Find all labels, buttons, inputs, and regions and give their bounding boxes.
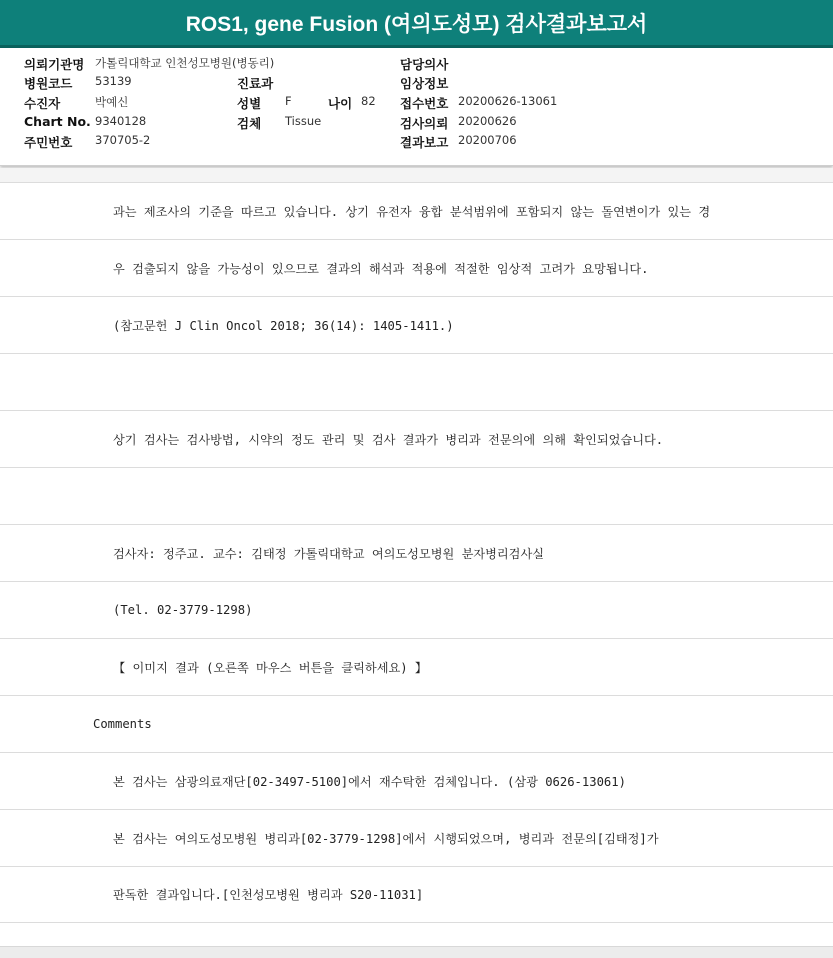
age-label: 나이 xyxy=(328,96,353,111)
age-value: 82 xyxy=(361,94,376,108)
result-line xyxy=(0,239,833,296)
report-date-value: 20200706 xyxy=(458,133,517,147)
result-line-text: 과는 제조사의 기준을 따르고 있습니다. 상기 유전자 융합 분석범위에 포함되지 않는 돌연변이가 있는 경 xyxy=(113,204,711,219)
report-title: ROS1, gene Fusion (여의도성모) 검사결과보고서 xyxy=(185,12,648,36)
bottom-scroll-edge xyxy=(0,946,833,958)
image-result-text[interactable]: 【 이미지 결과 (오른쪽 마우스 버튼을 클릭하세요) 】 xyxy=(113,660,428,675)
result-line xyxy=(0,524,833,581)
report-title-bar xyxy=(0,0,833,48)
chart-no-label: Chart No. xyxy=(24,114,91,129)
comment-line-text: 본 검사는 여의도성모병원 병리과[02-3779-1298]에서 시행되었으며, 병리과 전문의[김태정]가 xyxy=(113,831,659,846)
institution-label: 의뢰기관명 xyxy=(24,57,85,72)
sex-label: 성별 xyxy=(237,96,262,111)
comments-heading: Comments xyxy=(93,717,152,731)
hospital-code-value: 53139 xyxy=(95,74,132,88)
resident-no-value: 370705-2 xyxy=(95,133,151,147)
result-line xyxy=(0,353,833,410)
result-line xyxy=(0,182,833,239)
request-date-value: 20200626 xyxy=(458,114,517,128)
image-result-link[interactable] xyxy=(0,638,833,695)
receipt-label: 접수번호 xyxy=(400,96,449,111)
chart-no-value: 9340128 xyxy=(95,114,147,128)
result-line-text: 우 검출되지 않을 가능성이 있으므로 결과의 해석과 적용에 적절한 임상적 고려가 요망됩니다. xyxy=(113,261,649,276)
result-line-text: 검사자: 정주교. 교수: 김태정 가톨릭대학교 여의도성모병원 분자병리검사실 xyxy=(113,546,545,561)
patient-value: 박예신 xyxy=(95,95,129,109)
report-date-label: 결과보고 xyxy=(400,135,449,150)
patient-label: 수진자 xyxy=(24,96,61,111)
result-line-text: (참고문헌 J Clin Oncol 2018; 36(14): 1405-1411.) xyxy=(113,318,454,333)
comment-line-text: 판독한 결과입니다.[인천성모병원 병리과 S20-11031] xyxy=(113,888,424,902)
info-row-4 xyxy=(0,114,833,133)
department-label: 진료과 xyxy=(237,76,274,91)
info-row-3 xyxy=(0,94,833,113)
result-line-text: (Tel. 02-3779-1298) xyxy=(113,603,253,617)
info-row-2 xyxy=(0,74,833,93)
resident-no-label: 주민번호 xyxy=(24,135,73,150)
result-line-text: 상기 검사는 검사방법, 시약의 정도 관리 및 검사 결과가 병리과 전문의에 의해 확인되었습니다. xyxy=(113,432,664,447)
result-line xyxy=(0,296,833,353)
request-date-label: 검사의뢰 xyxy=(400,116,449,131)
specimen-value: Tissue xyxy=(285,114,322,128)
comment-line xyxy=(0,866,833,923)
patient-info-panel xyxy=(0,48,833,166)
specimen-label: 검체 xyxy=(237,116,262,131)
comment-line xyxy=(0,752,833,809)
result-line xyxy=(0,467,833,524)
comment-line xyxy=(0,809,833,866)
institution-value: 가톨릭대학교 인천성모병원(병동리) xyxy=(95,56,275,70)
sex-value: F xyxy=(285,94,292,108)
clinical-info-label: 임상정보 xyxy=(400,76,449,91)
info-row-1 xyxy=(0,55,833,74)
hospital-code-label: 병원코드 xyxy=(24,76,73,91)
doctor-label: 담당의사 xyxy=(400,57,449,72)
result-line xyxy=(0,410,833,467)
panel-separator xyxy=(0,168,833,182)
info-row-5 xyxy=(0,133,833,152)
result-line xyxy=(0,581,833,638)
comment-line-text: 본 검사는 삼광의료재단[02-3497-5100]에서 재수탁한 검체입니다. (삼광 0626-13061) xyxy=(113,774,626,789)
receipt-value: 20200626-13061 xyxy=(458,94,558,108)
comments-heading-row xyxy=(0,695,833,752)
result-text-area xyxy=(0,182,833,923)
